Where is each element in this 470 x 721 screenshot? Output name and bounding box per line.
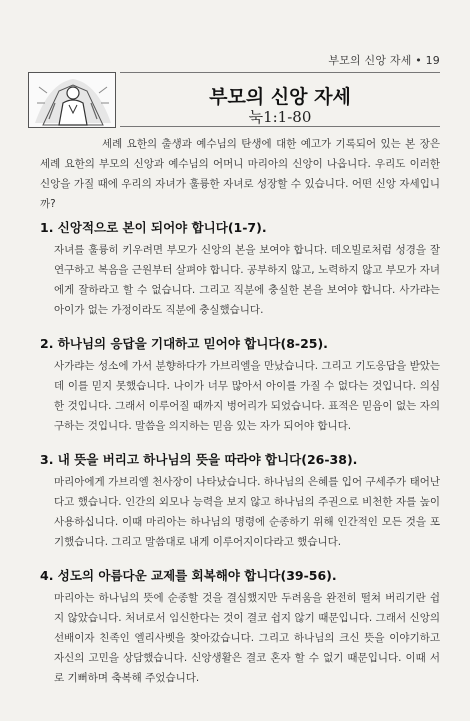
section-3	[40, 450, 440, 552]
section-body: 마리아는 하나님의 뜻에 순종할 것을 결심했지만 두려움을 완전히 떨쳐 버리기란 쉽지 않았습니다. 처녀로서 임신한다는 것이 결코 쉽지 않기 때문입니다. 그래서 신앙의 선배이자 친족인 엘리사벳을 찾아갔습니다. 그리고 하나님의 크신 뜻을 이야기하고 자신의 고민을 상담했습니다. 신앙생활은 결코 혼자 할 수 없기 때문입니다. 이때 서로 기뻐하며 축복해 주었습니다.	[54, 592, 440, 684]
section-2	[40, 334, 440, 436]
praying-figure-icon	[29, 73, 116, 128]
section-1	[40, 218, 440, 320]
section-body: 마리아에게 가브리엘 천사장이 나타났습니다. 하나님의 은혜를 입어 구세주가 태어난다고 했습니다. 인간의 외모나 능력을 보지 않고 하나님의 주권으로 비천한 자를 높이 사용하십니다. 이때 마리아는 하나님의 명령에 순종하기 위해 인간적인 모든 것을 포기했습니다. 그리고 말씀대로 내게 이루어지이다라고 했습니다.	[54, 476, 440, 548]
section-heading: 2. 하나님의 응답을 기대하고 믿어야 합니다(8-25).	[40, 336, 328, 351]
section-body: 자녀를 훌륭히 키우려면 부모가 신앙의 본을 보여야 합니다. 데오빌로처럼 성경을 잘 연구하고 복음을 근원부터 살펴야 합니다. 공부하지 않고, 노력하지 않고 부모가 자녀에게 잘하라고 할 수 없습니다. 그리고 직분에 충실한 본을 보여야 합니다. 사가랴는 아이가 없는 가정이라도 직분에 충실했습니다.	[54, 244, 440, 316]
title-rule-bottom	[120, 126, 440, 127]
section-heading: 1. 신앙적으로 본이 되어야 합니다(1-7).	[40, 220, 267, 235]
section-heading: 4. 성도의 아름다운 교제를 회복해야 합니다(39-56).	[40, 568, 337, 583]
title-rule-top	[120, 72, 440, 73]
section-4	[40, 566, 440, 688]
page-title: 부모의 신앙 자세	[209, 86, 351, 108]
section-heading: 3. 내 뜻을 버리고 하나님의 뜻을 따라야 합니다(26-38).	[40, 452, 358, 467]
decorative-illustration	[28, 72, 116, 128]
running-head: 부모의 신앙 자세 • 19	[328, 54, 440, 67]
scripture-reference: 눅1:1-80	[248, 108, 312, 126]
section-body: 사가랴는 성소에 가서 분향하다가 가브리엘을 만났습니다. 그리고 기도응답을 받았는데 이를 믿지 못했습니다. 나이가 너무 많아서 아이를 가질 수 없다는 것입니다. 의심한 것입니다. 그래서 이루어질 때까지 벙어리가 되었습니다. 표적은 믿음이 없는 자의 구하는 것입니다. 말씀을 의지하는 믿음 있는 자가 되어야 합니다.	[54, 360, 440, 432]
intro-paragraph: 세례 요한의 출생과 예수님의 탄생에 대한 예고가 기록되어 있는 본 장은 세례 요한의 부모의 신앙과 예수님의 어머니 마리아의 신앙이 나옵니다. 우리도 이러한 신앙을 가질 때에 우리의 자녀가 훌륭한 자녀로 성장할 수 있습니다. 어떤 신앙 자세입니까?	[40, 138, 440, 210]
